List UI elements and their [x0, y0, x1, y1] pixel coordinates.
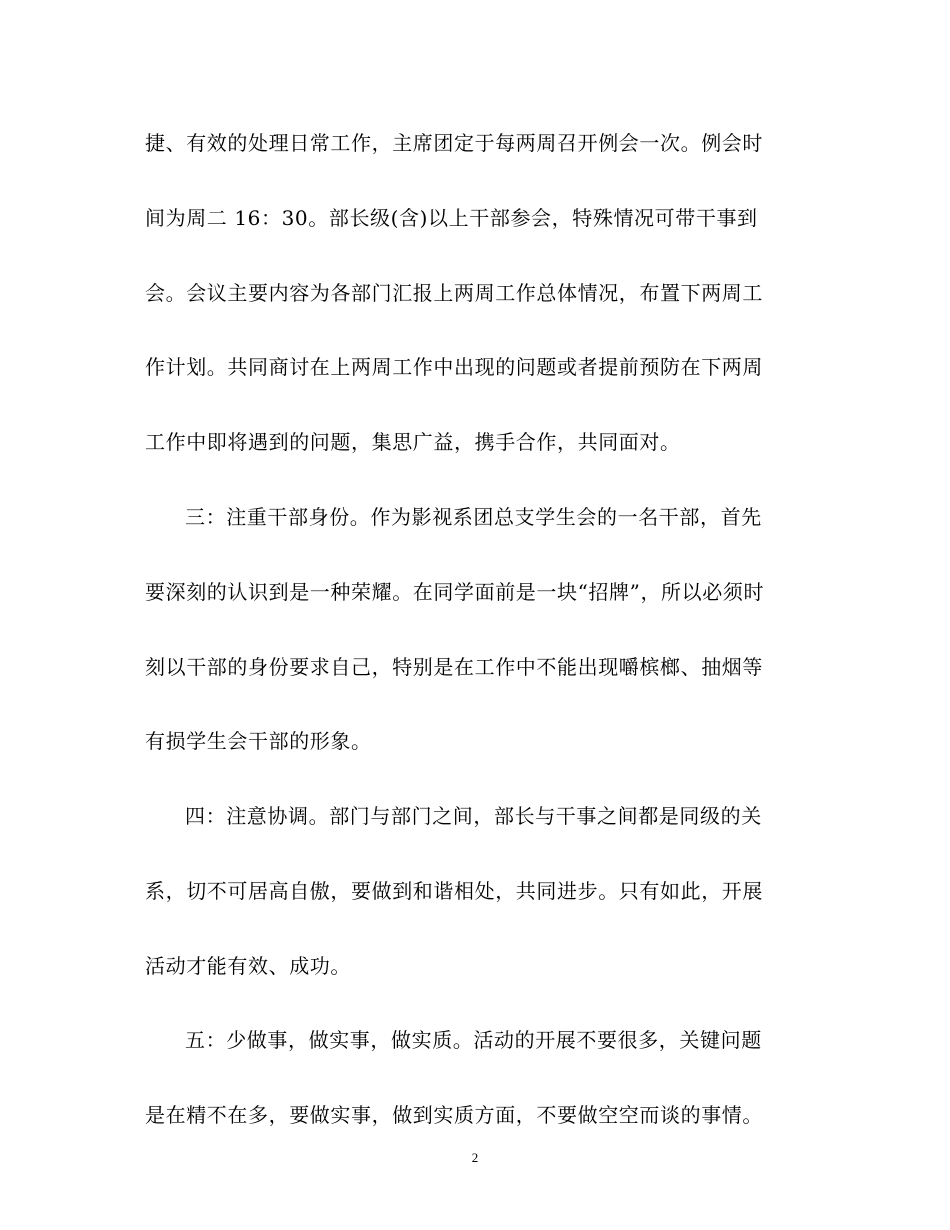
text-line: 刻以干部的身份要求自己，特别是在工作中不能出现嚼槟榔、抽烟等 — [145, 655, 763, 679]
text-line: 活动才能有效、成功。 — [145, 954, 351, 978]
text-line: 系，切不可居高自傲，要做到和谐相处，共同进步。只有如此，开展 — [145, 879, 763, 903]
text-line: 有损学生会干部的形象。 — [145, 729, 372, 753]
paragraph-three-heading-line: 三：注重干部身份。作为影视系团总支学生会的一名干部，首先 — [185, 505, 762, 529]
text-line: 是在精不在多，要做实事，做到实质方面，不要做空空而谈的事情。 — [145, 1103, 763, 1127]
text-line: 作计划。共同商讨在上两周工作中出现的问题或者提前预防在下两周 — [145, 355, 763, 379]
text-line: 会。会议主要内容为各部门汇报上两周工作总体情况，布置下两周工 — [145, 281, 763, 305]
text-line: 间为周二 16：30。部长级(含)以上干部参会，特殊情况可带干事到 — [145, 206, 758, 230]
text-line: 捷、有效的处理日常工作，主席团定于每两周召开例会一次。例会时 — [145, 131, 763, 155]
paragraph-five-heading-line: 五：少做事，做实事，做实质。活动的开展不要很多，关键问题 — [185, 1028, 762, 1052]
text-line: 要深刻的认识到是一种荣耀。在同学面前是一块“招牌”，所以必须时 — [145, 580, 765, 604]
page-number: 2 — [471, 1150, 479, 1165]
paragraph-four-heading-line: 四：注意协调。部门与部门之间，部长与干事之间都是同级的关 — [185, 804, 762, 828]
text-line: 工作中即将遇到的问题，集思广益，携手合作，共同面对。 — [145, 430, 681, 454]
